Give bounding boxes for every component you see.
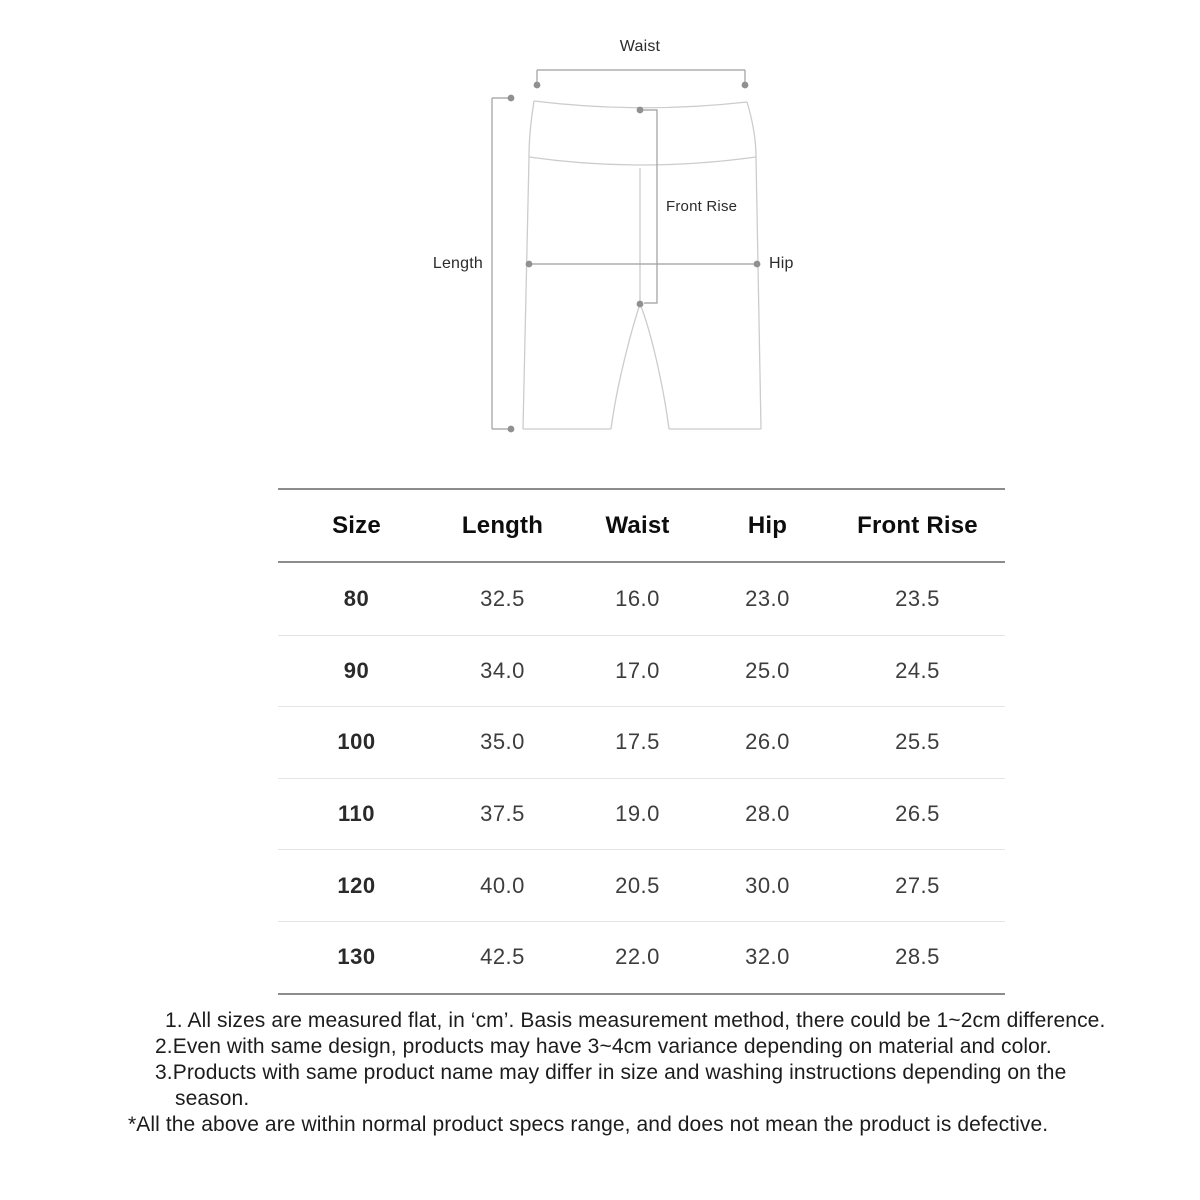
table-row xyxy=(278,706,1005,778)
waist-value: 17.5 xyxy=(615,729,660,755)
note-line: 3.Products with same product name may differ in size and washing instructions depending on the xyxy=(155,1061,1067,1084)
size-value: 130 xyxy=(337,944,376,970)
table-row xyxy=(278,635,1005,707)
header-hip: Hip xyxy=(747,511,788,539)
table-row xyxy=(278,849,1005,921)
front-rise-value: 24.5 xyxy=(895,657,940,683)
hip-value: 28.0 xyxy=(745,801,790,827)
measurement-notes xyxy=(128,1008,1148,1138)
note-line-continuation: season. xyxy=(175,1087,250,1110)
header-waist: Waist xyxy=(605,511,670,539)
front-rise-value: 23.5 xyxy=(895,585,940,611)
hip-value: 26.0 xyxy=(745,729,790,755)
front-rise-value: 25.5 xyxy=(895,729,940,755)
front-rise-value: 27.5 xyxy=(895,872,940,898)
table-row xyxy=(278,563,1005,635)
size-value: 120 xyxy=(337,872,376,898)
waist-value: 20.5 xyxy=(615,872,660,898)
note-line-disclaimer: *All the above are within normal product specs range, and does not mean the product is defective. xyxy=(128,1113,1049,1136)
measurement-dots xyxy=(508,82,761,433)
measurement-lines xyxy=(492,70,757,429)
waist-value: 16.0 xyxy=(615,585,660,611)
front-rise-value: 28.5 xyxy=(895,944,940,970)
hip-label: Hip xyxy=(769,255,794,272)
length-value: 35.0 xyxy=(480,729,525,755)
hip-value: 30.0 xyxy=(745,872,790,898)
hip-value: 23.0 xyxy=(745,585,790,611)
size-value: 90 xyxy=(343,657,370,683)
shorts-outline xyxy=(523,101,761,429)
waist-label: Waist xyxy=(619,38,661,55)
length-label: Length xyxy=(432,255,483,272)
header-front-rise: Front Rise xyxy=(857,511,978,539)
waist-value: 22.0 xyxy=(615,944,660,970)
size-table-header-row xyxy=(278,490,1005,563)
front-rise-value: 26.5 xyxy=(895,801,940,827)
length-value: 40.0 xyxy=(480,872,525,898)
header-length: Length xyxy=(461,511,544,539)
size-value: 110 xyxy=(338,801,375,827)
front-rise-label: Front Rise xyxy=(666,198,738,215)
table-row xyxy=(278,921,1005,993)
note-line: 1. All sizes are measured flat, in ‘cm’. Basis measurement method, there could be 1~2cm difference. xyxy=(165,1009,1106,1032)
note-line: 2.Even with same design, products may have 3~4cm variance depending on material and color. xyxy=(155,1035,1052,1058)
size-value: 80 xyxy=(343,585,370,611)
length-value: 34.0 xyxy=(480,657,525,683)
shorts-measurement-diagram xyxy=(0,0,1200,470)
size-value: 100 xyxy=(337,729,376,755)
hip-value: 32.0 xyxy=(745,944,790,970)
size-table xyxy=(278,488,1005,995)
header-size: Size xyxy=(332,511,381,539)
table-row xyxy=(278,778,1005,850)
waist-value: 19.0 xyxy=(615,801,660,827)
length-value: 32.5 xyxy=(480,585,525,611)
length-value: 37.5 xyxy=(480,801,525,827)
length-value: 42.5 xyxy=(480,944,525,970)
waist-value: 17.0 xyxy=(615,657,660,683)
hip-value: 25.0 xyxy=(745,657,790,683)
